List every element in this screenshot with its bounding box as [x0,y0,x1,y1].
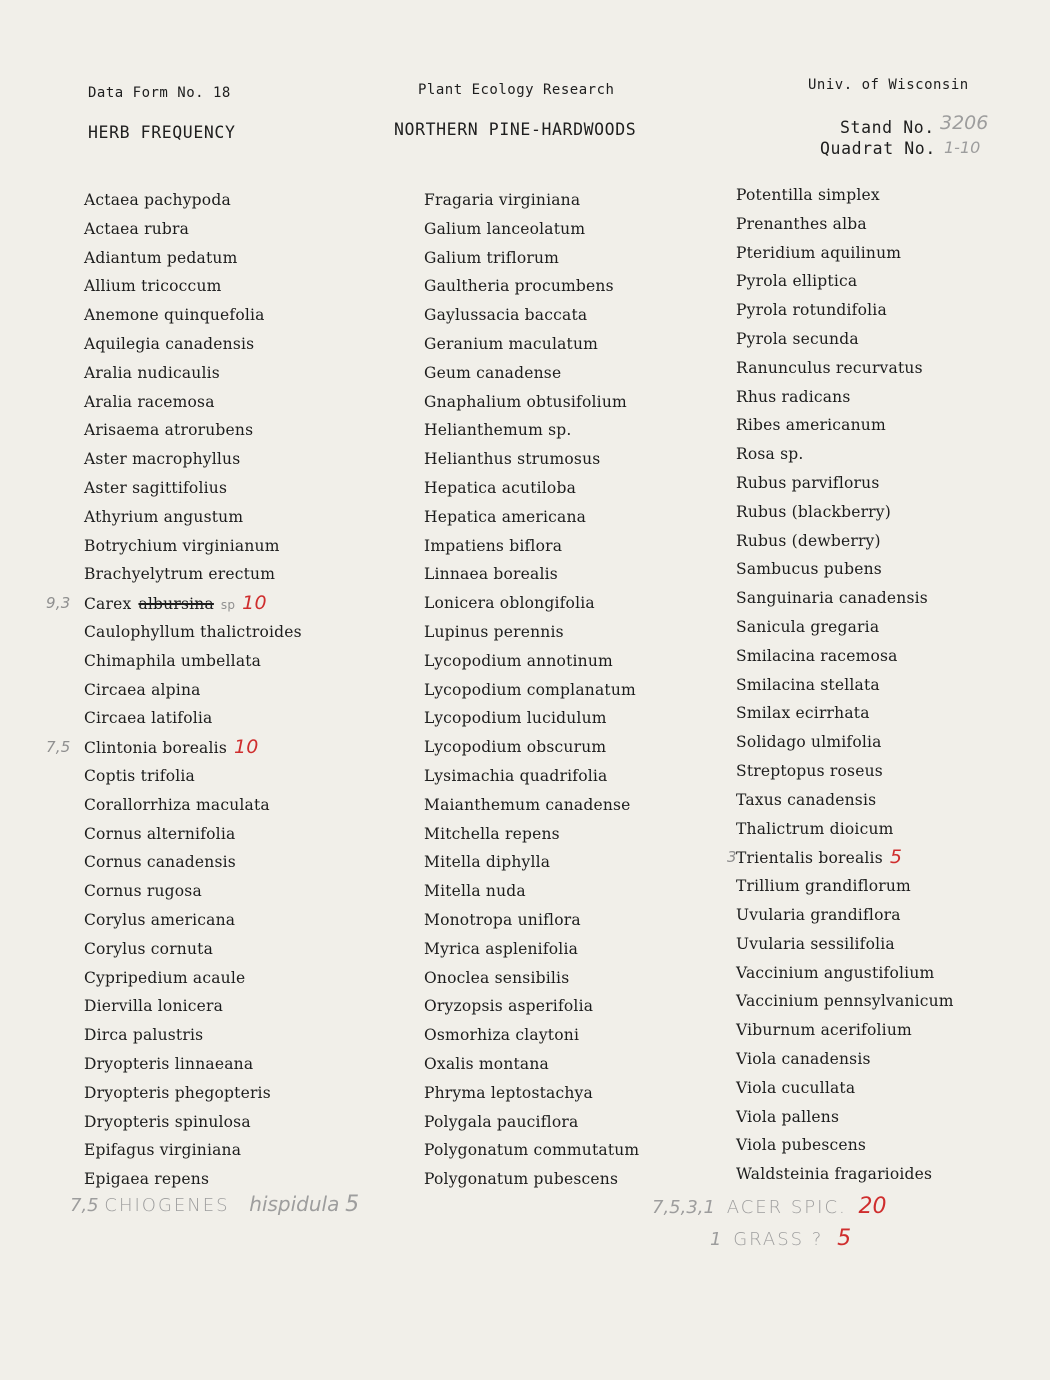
species-row [84,992,309,1021]
species-row [84,935,309,964]
species-row [84,1079,309,1108]
species-row [424,964,646,993]
handwritten-entry-right-2 [710,1226,851,1251]
species-row [736,527,961,556]
species-row [424,503,646,532]
species-name: Aquilegia canadensis [84,334,255,353]
species-row [84,676,309,705]
species-name: Polygonatum commutatum [424,1141,640,1160]
handwritten-frequency: 5 [837,1226,852,1251]
species-row [736,872,961,901]
species-row [84,1165,309,1194]
species-name: Lupinus perennis [424,622,564,641]
species-name: Corallorrhiza maculata [84,795,270,814]
species-row [424,272,646,301]
species-row [84,877,309,906]
handwritten-species: ACER SPIC. [726,1197,847,1218]
frequency-value: 5 [889,846,903,869]
species-row [84,330,309,359]
species-name: Ranunculus recurvatus [736,358,923,377]
species-row [736,642,961,671]
species-row [736,987,961,1016]
species-name: Vaccinium angustifolium [736,963,935,982]
species-name: Pyrola secunda [736,329,859,348]
species-row [424,733,646,762]
species-row [84,647,309,676]
species-row [84,762,309,791]
species-name: Dirca palustris [84,1026,204,1045]
species-name: Circaea latifolia [84,709,213,728]
species-column-3 [727,181,961,1189]
form-number: Data Form No. 18 [88,85,231,101]
species-name: Rubus (dewberry) [736,531,881,550]
species-row [84,848,309,877]
species-name: Viola canadensis [736,1049,871,1068]
species-name: Lycopodium lucidulum [424,709,607,728]
species-name: Trientalis borealis [736,849,883,868]
species-name: Oxalis montana [424,1054,549,1073]
species-name: Galium triflorum [424,248,560,267]
species-row [424,560,646,589]
species-name: Dryopteris spinulosa [84,1112,251,1131]
species-row [424,330,646,359]
species-name: Aralia nudicaulis [84,363,220,382]
organization-name: Plant Ecology Research [418,82,615,98]
species-name: Diervilla lonicera [84,997,224,1016]
species-name: Carex [84,595,132,614]
species-row [84,791,309,820]
species-name: Linnaea borealis [424,565,558,584]
species-row [84,388,309,417]
species-row [424,388,646,417]
species-name: Maianthemum canadense [424,795,631,814]
species-row [424,1079,646,1108]
species-name: Dryopteris linnaeana [84,1054,254,1073]
species-name: Oryzopsis asperifolia [424,997,594,1016]
species-name: Sanicula gregaria [736,617,880,636]
species-name: Viola pubescens [736,1136,867,1155]
species-row [424,1021,646,1050]
species-name: Aster macrophyllus [84,450,241,469]
species-row [736,239,961,268]
species-name: Circaea alpina [84,680,201,699]
species-name: Pteridium aquilinum [736,243,902,262]
species-name: Actaea pachypoda [84,191,231,209]
species-name: Aster sagittifolius [84,478,228,497]
species-name: Helianthus strumosus [424,450,601,469]
species-name: Rosa sp. [736,445,804,464]
species-row [736,210,961,239]
species-row [424,1108,646,1137]
species-name: Lycopodium annotinum [424,651,613,670]
species-name: Phryma leptostachya [424,1083,593,1102]
species-row [84,618,309,647]
species-name: Dryopteris phegopteris [84,1083,271,1102]
species-name: Ribes americanum [736,416,886,435]
species-row [736,930,961,959]
species-row [84,359,309,388]
species-row [736,1074,961,1103]
species-row [736,267,961,296]
species-name: Myrica asplenifolia [424,939,579,958]
quadrat-tally-mark: 3 [727,848,737,867]
species-row [424,186,646,215]
species-name: Caulophyllum thalictroides [84,622,302,641]
species-name: Polygonatum pubescens [424,1170,619,1189]
species-name: Epifagus virginiana [84,1141,242,1160]
species-name: Prenanthes alba [736,214,867,233]
species-name: Smilacina racemosa [736,646,898,665]
species-name: Solidago ulmifolia [736,733,882,752]
species-row [736,671,961,700]
species-name: Cornus alternifolia [84,824,236,843]
species-row [84,964,309,993]
frequency-value: 10 [242,592,267,615]
handwritten-species: CHIOGENES [104,1195,230,1216]
species-row [736,498,961,527]
species-note: sp [220,598,236,613]
species-name: Rubus parviflorus [736,473,880,492]
species-name: Impatiens biflora [424,536,563,555]
species-row [84,244,309,273]
species-name: Fragaria virginiana [424,191,581,209]
species-name: Pyrola elliptica [736,272,858,291]
quadrat-tally-mark: 7,5 [46,738,71,757]
species-name: Uvularia sessilifolia [736,934,895,953]
species-row [46,589,309,618]
species-row [736,699,961,728]
species-name: Smilacina stellata [736,675,880,694]
species-name: Galium lanceolatum [424,219,586,238]
species-name: Athyrium angustum [84,507,244,526]
species-row [736,901,961,930]
species-name: Monotropa uniflora [424,910,581,929]
species-row [736,1160,961,1189]
species-row [84,416,309,445]
species-row [736,354,961,383]
species-row [424,532,646,561]
frequency-value: 10 [233,736,259,759]
species-name: Sambucus pubens [736,560,882,579]
species-name: Viola pallens [736,1107,840,1126]
species-name: Lonicera oblongifolia [424,594,595,613]
species-row [424,820,646,849]
species-name: Geum canadense [424,363,562,382]
species-name: Uvularia grandiflora [736,905,901,924]
species-name: Gnaphalium obtusifolium [424,392,627,411]
species-row [424,704,646,733]
species-row [736,383,961,412]
quadrat-tally-mark: 9,3 [46,594,71,613]
species-row [84,820,309,849]
species-name: Smilax ecirrhata [736,704,870,723]
species-name: Gaultheria procumbens [424,277,614,296]
species-name: Osmorhiza claytoni [424,1026,580,1045]
species-name: Clintonia borealis [84,739,227,758]
species-name: Mitchella repens [424,824,560,843]
species-row [736,1103,961,1132]
stand-number-label: Stand No. [840,118,935,137]
species-row [424,618,646,647]
species-name: Cornus canadensis [84,853,236,872]
species-row [424,791,646,820]
species-name: Geranium maculatum [424,334,599,353]
community-title: NORTHERN PINE-HARDWOODS [394,120,637,139]
species-name: Arisaema atrorubens [84,421,254,440]
species-name: Hepatica americana [424,507,587,526]
species-row [424,906,646,935]
species-column-1 [46,186,309,1194]
species-row [736,469,961,498]
species-row [736,959,961,988]
species-name: Cornus rugosa [84,882,202,901]
species-column-2 [424,186,646,1194]
species-row [736,555,961,584]
quadrat-number-value: 1-10 [944,138,981,157]
species-row [84,272,309,301]
species-name: Corylus americana [84,910,236,929]
species-name: Potentilla simplex [736,186,880,204]
species-name: Lycopodium complanatum [424,680,636,699]
species-row [424,359,646,388]
species-name: Waldsteinia fragarioides [736,1165,933,1184]
species-row [424,848,646,877]
species-row [736,757,961,786]
species-row [736,296,961,325]
species-name: Lysimachia quadrifolia [424,766,608,785]
handwritten-entry-right-1 [652,1194,887,1219]
species-row [424,992,646,1021]
species-row [84,560,309,589]
species-name: Rubus (blackberry) [736,502,891,521]
species-row [84,906,309,935]
struck-epithet: albursina [138,595,214,614]
species-name: Epigaea repens [84,1170,210,1189]
species-name: Chimaphila umbellata [84,651,262,670]
species-row [424,244,646,273]
species-row [424,445,646,474]
species-row [727,843,961,872]
handwritten-frequency: 20 [858,1194,887,1219]
handwritten-epithet: hispidula [249,1192,340,1216]
species-row [84,1108,309,1137]
species-name: Allium tricoccum [84,277,222,296]
species-name: Pyrola rotundifolia [736,301,887,320]
species-name: Mitella diphylla [424,853,551,872]
species-name: Adiantum pedatum [84,248,238,267]
species-row [424,416,646,445]
species-row [84,215,309,244]
species-row [84,186,309,215]
species-row [424,762,646,791]
species-row [424,1165,646,1194]
species-name: Aralia racemosa [84,392,215,411]
species-row [736,613,961,642]
species-row [424,301,646,330]
species-row [84,532,309,561]
species-row [736,815,961,844]
species-name: Lycopodium obscurum [424,738,607,757]
species-row [46,733,309,762]
species-name: Mitella nuda [424,882,526,901]
handwritten-quadrats: 1 [710,1229,722,1250]
species-name: Sanguinaria canadensis [736,589,928,608]
species-name: Rhus radicans [736,387,851,406]
species-row [424,215,646,244]
species-name: Helianthemum sp. [424,421,572,440]
handwritten-species: GRASS ? [733,1229,824,1250]
species-row [424,676,646,705]
form-type-title: HERB FREQUENCY [88,123,236,142]
quadrat-number-label: Quadrat No. [820,139,936,158]
species-row [84,301,309,330]
species-row [736,1045,961,1074]
species-name: Gaylussacia baccata [424,306,588,325]
handwritten-quadrats: 7,5 [70,1195,99,1216]
species-name: Viburnum acerifolium [736,1021,912,1040]
species-row [424,474,646,503]
species-name: Cypripedium acaule [84,968,246,987]
species-row [736,728,961,757]
species-name: Corylus cornuta [84,939,214,958]
species-row [84,1021,309,1050]
species-name: Botrychium virginianum [84,536,280,555]
species-name: Actaea rubra [84,219,190,238]
species-name: Viola cucullata [736,1078,856,1097]
species-row [424,647,646,676]
species-row [84,445,309,474]
species-row [84,1136,309,1165]
species-row [736,1131,961,1160]
species-name: Coptis trifolia [84,766,196,785]
species-row [736,325,961,354]
species-row [424,935,646,964]
species-row [424,1050,646,1079]
handwritten-frequency: 5 [345,1192,360,1217]
species-name: Brachyelytrum erectum [84,565,276,584]
species-row [84,704,309,733]
species-row [424,589,646,618]
species-row [424,877,646,906]
stand-number-value: 3206 [940,112,989,134]
handwritten-quadrats: 7,5,3,1 [652,1197,715,1218]
species-name: Vaccinium pennsylvanicum [736,992,954,1011]
species-row [736,181,961,210]
species-name: Taxus canadensis [736,790,877,809]
species-name: Streptopus roseus [736,761,883,780]
handwritten-entry-left [70,1192,359,1217]
species-row [736,1016,961,1045]
species-name: Polygala pauciflora [424,1112,579,1131]
species-row [84,474,309,503]
species-name: Onoclea sensibilis [424,968,570,987]
species-row [736,411,961,440]
species-name: Thalictrum dioicum [736,819,894,838]
species-name: Anemone quinquefolia [84,306,265,325]
university-name: Univ. of Wisconsin [808,77,969,93]
species-row [424,1136,646,1165]
species-name: Hepatica acutiloba [424,478,577,497]
species-name: Trillium grandiflorum [736,877,911,896]
species-row [736,584,961,613]
species-row [84,503,309,532]
species-row [736,786,961,815]
species-row [736,440,961,469]
species-row [84,1050,309,1079]
